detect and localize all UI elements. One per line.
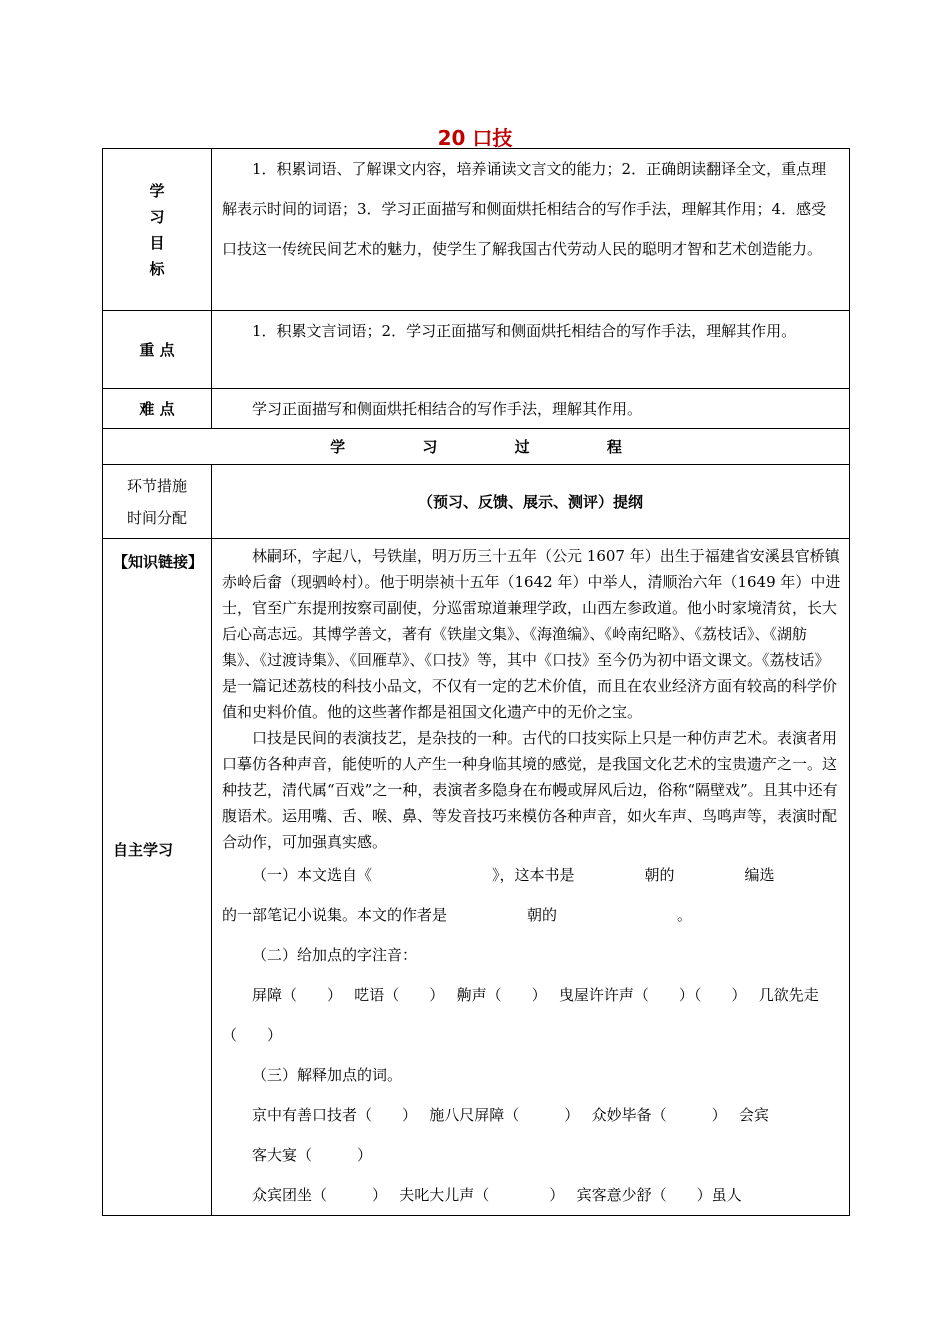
knowledge-para-1: 林嗣环，字起八，号铁崖，明万历三十五年（公元 1607 年）出生于福建省安溪县官桥镇赤岭后畲（现驷岭村）。他于明崇祯十五年（1642 年）中举人，清顺治六年（1649 年）中进士，官至广东提刑按察司副使，分巡雷琼道兼理学政，山西左参政道。他小时家境清贫，长大后心高志远。其博学善文，著有《铁崖文集》、《海渔编》、《岭南纪略》、《荔枝话》、《湖舫集》、《过渡诗集》、《回雁草》、《口技》等，其中《口技》至今仍为初中语文课文。《荔枝话》是一篇记述荔枝的科技小品文，不仅有一定的艺术价值，而且在农业经济方面有较高的科学价值和史料价值。他的这些著作都是祖国文化遗产中的无价之宝。 (222, 547, 841, 721)
question-2: （二）给加点的字注音： (252, 946, 418, 964)
content-right (212, 539, 850, 1216)
question-3-row-2: 客大宴（ ） (252, 1146, 373, 1164)
knowledge-label: 【知识链接】 (113, 553, 204, 571)
process-header-row (103, 429, 850, 465)
question-2-tail: （ ） (222, 1026, 283, 1044)
question-3-row-1: 京中有善口技者（ ） 施八尺屏障（ ） 众妙毕备（ ） 会宾 (252, 1106, 769, 1124)
content-left (103, 539, 212, 1216)
content-row (103, 539, 850, 1216)
key-points-text: 1．积累文言词语；2．学习正面描写和侧面烘托相结合的写作手法，理解其作用。 (252, 322, 797, 340)
objectives-row (103, 149, 850, 311)
question-3-row-3: 众宾团坐（ ） 夫叱大儿声（ ） 宾客意少舒（ ）虽人 (252, 1186, 742, 1204)
outline-left: 环节措施 时间分配 (103, 465, 212, 539)
question-2-items: 屏障（ ） 呓语（ ） 齁声（ ） 曳屋许许声（ ）（ ） 几欲先走 (252, 986, 819, 1004)
knowledge-section (212, 539, 849, 855)
outline-right: （预习、反馈、展示、测评）提纲 (212, 465, 850, 539)
difficulties-row (103, 389, 850, 429)
difficulties-label: 难 点 (103, 389, 212, 429)
knowledge-para-2: 口技是民间的表演技艺，是杂技的一种。古代的口技实际上只是一种仿声艺术。表演者用口摹仿各种声音，能使听的人产生一种身临其境的感觉，是我国文化艺术的宝贵遗产之一。这种技艺，清代属“百戏”之一种，表演者多隐身在布幔或屏风后边，俗称“隔壁戏”。且其中还有腹语术。运用嘴、舌、喉、鼻、等发音技巧来模仿各种声音，如火车声、鸟鸣声等，表演时配合动作，可加强真实感。 (222, 729, 838, 851)
outline-row (103, 465, 850, 539)
self-study-section (212, 855, 849, 1215)
difficulties-text: 学习正面描写和侧面烘托相结合的写作手法，理解其作用。 (252, 399, 643, 418)
question-3: （三）解释加点的词。 (252, 1066, 403, 1084)
question-1-cont: 的一部笔记小说集。本文的作者是 朝的 。 (222, 906, 693, 924)
self-study-label: 自主学习 (113, 841, 174, 859)
lesson-plan-table (102, 148, 850, 1216)
objectives-label: 学 习 目 标 (103, 149, 212, 311)
page-title: 20 口技 (437, 126, 513, 150)
key-points-label: 重 点 (103, 311, 212, 389)
objectives-text: 1．积累词语、了解课文内容，培养诵读文言文的能力；2．正确朗读翻译全文，重点理解表示时间的词语；3．学习正面描写和侧面烘托相结合的写作手法，理解其作用；4．感受口技这一传统民间艺术的魅力，使学生了解我国古代劳动人民的聪明才智和艺术创造能力。 (222, 160, 827, 258)
question-1: （一）本文选自《 》，这本书是 朝的 编选 (252, 866, 775, 884)
process-header: 学 习 过 程 (103, 429, 850, 465)
key-points-row (103, 311, 850, 389)
